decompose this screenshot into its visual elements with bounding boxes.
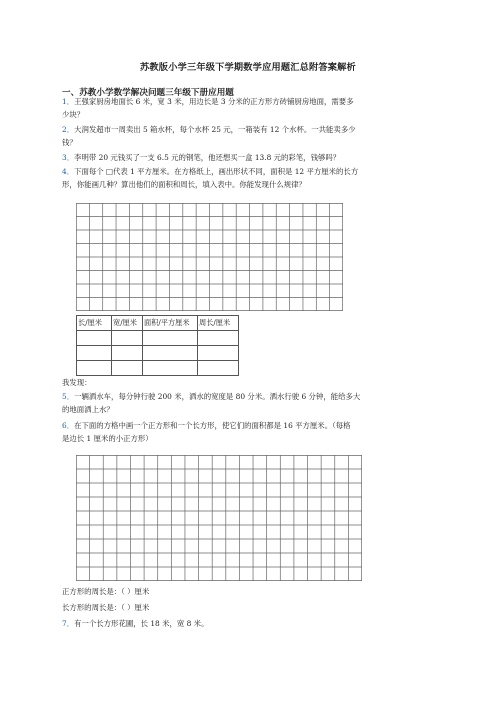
rect-perimeter-label: 长方形的周长是：（ ）厘米 — [62, 603, 150, 612]
table-cell[interactable] — [112, 361, 143, 376]
table-header-row — [77, 316, 239, 331]
problem-1-line-1: 1．王强家厨房地面长 6 米，宽 3 米，用边长是 3 分米的正方形方砖铺厨房地面，需要多 — [62, 97, 354, 106]
table-row — [77, 331, 239, 346]
table-cell[interactable] — [77, 361, 112, 376]
problem-1-line-2: 少块？ — [62, 110, 85, 119]
problem-3-line-1: 3．李明带 20 元钱买了一支 6.5 元的钢笔，他还想买一盒 13.8 元的彩笔，钱够吗？ — [62, 153, 341, 162]
table-cell[interactable] — [112, 331, 143, 346]
table-cell[interactable] — [143, 346, 198, 361]
table-cell[interactable] — [112, 346, 143, 361]
problem-6-line-1: 6．在下面的方格中画一个正方形和一个长方形，使它们的面积都是 16 平方厘米。（每格 — [62, 421, 351, 430]
grid-paper-2 — [76, 455, 362, 581]
problem-7-line-1: 7．有一个长方形花圃，长 18 米，宽 8 米。 — [62, 619, 209, 628]
problem-5-line-1: 5．一辆洒水车，每分钟行驶 200 米，洒水的宽度是 80 分米。洒水行驶 6 分钟，能给多大 — [62, 392, 361, 401]
grid-lines — [76, 203, 343, 311]
problem-5-line-2: 的地面洒上水？ — [62, 405, 114, 414]
problem-6-line-2: 是边长 1 厘米的小正方形） — [62, 434, 153, 443]
problem-4-line-1: 4．下面每个 □代表 1 平方厘米。在方格纸上，画出形状不同，面积是 12 平方厘米的长方 — [62, 167, 359, 176]
grid-lines — [76, 455, 362, 581]
table-row — [77, 361, 239, 376]
results-table — [76, 315, 239, 376]
discovery-label: 我发现： — [62, 378, 92, 387]
problem-2-line-1: 2．大润发超市一周卖出 5 箱水杯，每个水杯 25 元，一箱装有 12 个水杯。一共能卖多少 — [62, 125, 356, 134]
problem-2-line-2: 钱？ — [62, 138, 77, 147]
table-cell[interactable] — [143, 361, 198, 376]
table-header-cell: 长/厘米 — [77, 316, 112, 331]
problem-4-line-2: 形，你能画几种？算出他们的面积和周长，填入表中。你能发现什么规律？ — [62, 180, 306, 189]
table-header-cell: 宽/厘米 — [112, 316, 143, 331]
table-cell[interactable] — [198, 346, 239, 361]
table-cell[interactable] — [198, 331, 239, 346]
table-cell[interactable] — [77, 331, 112, 346]
table-cell[interactable] — [77, 346, 112, 361]
table-cell[interactable] — [143, 331, 198, 346]
table-cell[interactable] — [198, 361, 239, 376]
table-header-cell: 周长/厘米 — [198, 316, 239, 331]
section-heading: 一、苏教小学数学解决问题三年级下册应用题 — [62, 88, 234, 98]
table-row — [77, 346, 239, 361]
square-perimeter-label: 正方形的周长是：（ ）厘米 — [62, 587, 150, 596]
document-title: 苏教版小学三年级下学期数学应用题汇总附答案解析 — [140, 62, 356, 73]
table-header-cell: 面积/平方厘米 — [143, 316, 198, 331]
grid-paper-1 — [76, 203, 343, 311]
